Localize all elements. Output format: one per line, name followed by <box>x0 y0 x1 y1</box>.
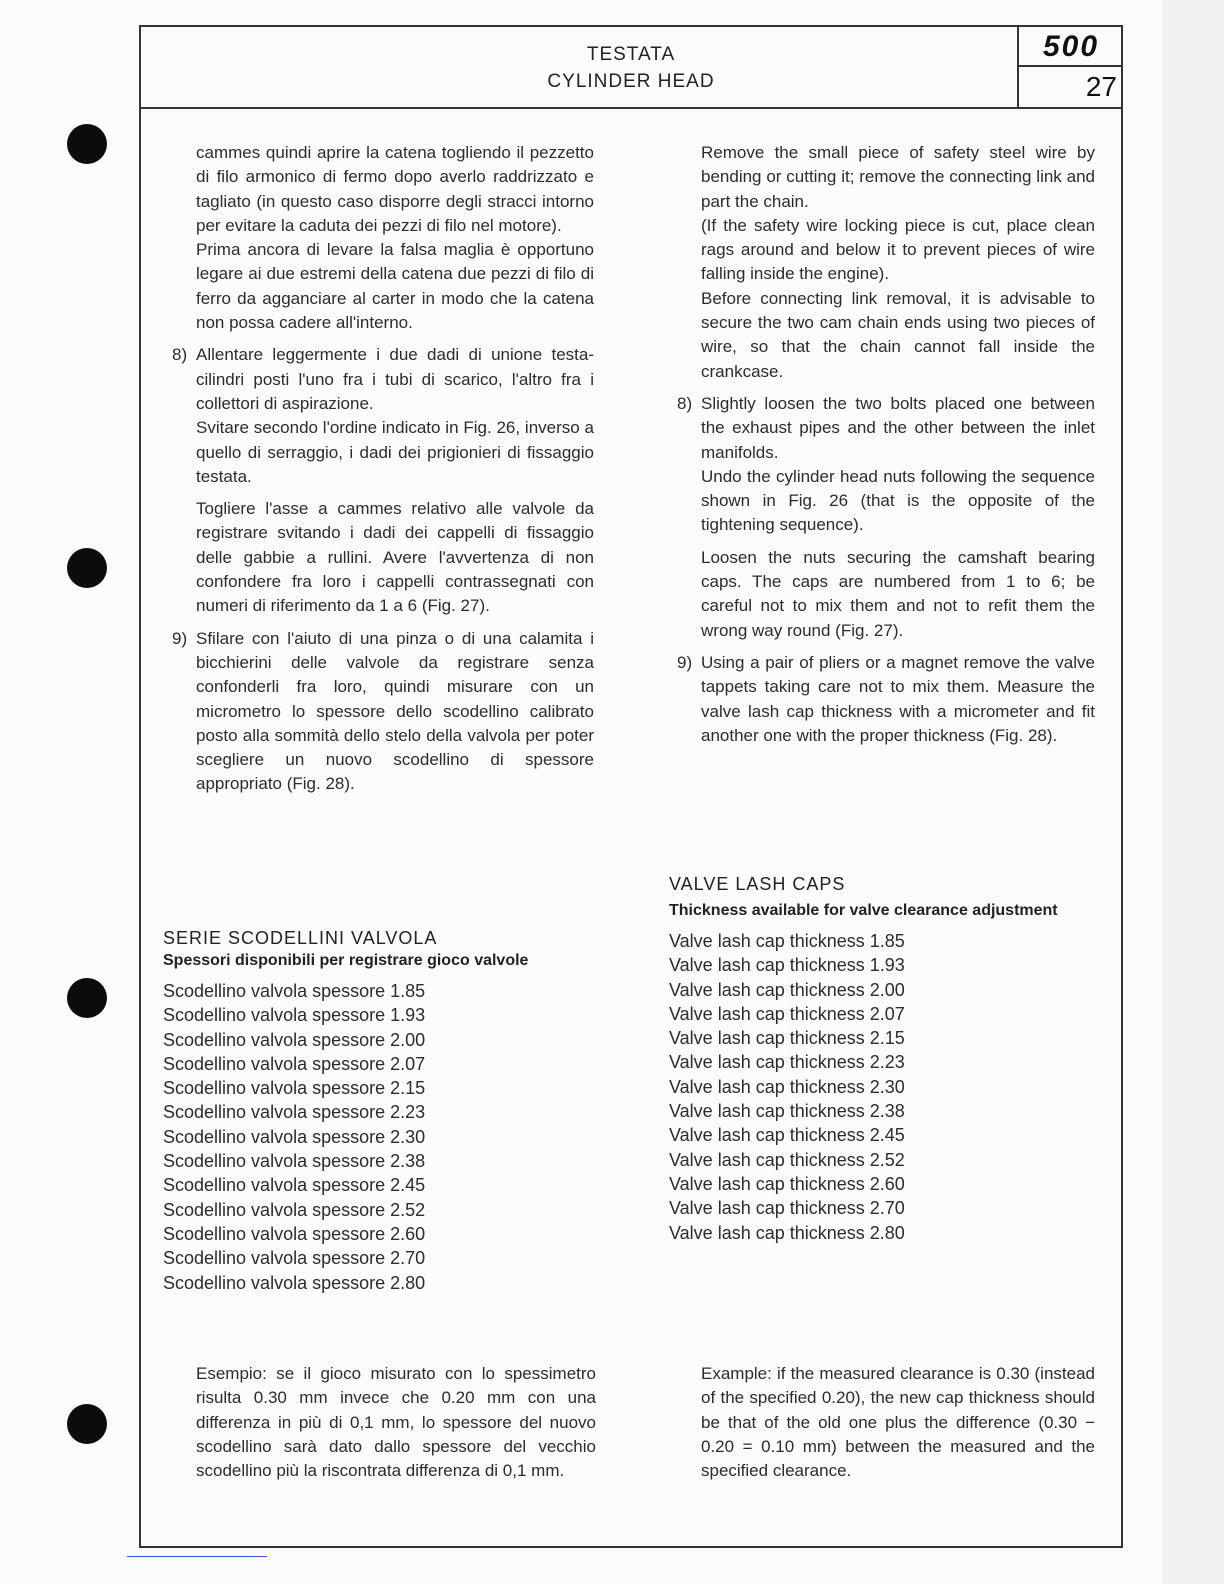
paragraph: Allentare leggermente i due dadi di unione testa-cilindri posti l'uno fra i tubi di scarico, l'altro fra i collettori di aspirazione. <box>196 345 594 413</box>
list-item: Scodellino valvola spessore 2.07 <box>163 1053 426 1074</box>
section-title: SERIE SCODELLINI VALVOLA <box>163 928 438 948</box>
model-logo: 500 <box>1019 27 1123 67</box>
list-item: Valve lash cap thickness 2.38 <box>669 1101 905 1122</box>
english-example <box>701 1362 1095 1491</box>
binder-hole <box>67 978 107 1018</box>
paragraph: Loosen the nuts securing the camshaft bearing caps. The caps are numbered from 1 to 6; be careful not to mix them and not to refit them the wrong way round (Fig. 27). <box>701 547 1095 640</box>
list-item: Valve lash cap thickness 2.70 <box>669 1198 905 1219</box>
intro-block <box>677 141 1095 384</box>
list-item: Valve lash cap thickness 2.15 <box>669 1028 905 1049</box>
caps-list <box>669 929 1101 1245</box>
step-number: 9) <box>172 628 188 648</box>
list-item: Valve lash cap thickness 2.23 <box>669 1052 905 1073</box>
italian-caps-section <box>163 928 603 1295</box>
title-english: CYLINDER HEAD <box>547 71 715 92</box>
list-item: Valve lash cap thickness 2.60 <box>669 1173 905 1194</box>
list-item: Valve lash cap thickness 2.80 <box>669 1222 905 1243</box>
step-9 <box>172 627 594 797</box>
list-item: Valve lash cap thickness 2.07 <box>669 1003 905 1024</box>
section-subtitle: Spessori disponibili per registrare gioco valvole <box>163 952 529 969</box>
paragraph: Before connecting link removal, it is advisable to secure the two cam chain ends using two pieces of wire, so that the chain cannot fall inside the crankcase. <box>701 288 1095 381</box>
step-number: 8) <box>677 393 693 413</box>
list-item: Scodellino valvola spessore 2.70 <box>163 1248 426 1269</box>
paragraph: Undo the cylinder head nuts following the sequence shown in Fig. 26 (that is the opposite of the tightening sequence). <box>701 466 1095 535</box>
header-titles <box>141 41 1121 95</box>
paragraph: Using a pair of pliers or a magnet remove the valve tappets taking care not to mix them. Measure the valve lash cap thickness with a micrometer and fit another one with the proper thickness (Fig. 28). <box>701 652 1095 745</box>
list-item: Valve lash cap thickness 1.93 <box>669 955 905 976</box>
italian-example <box>196 1362 596 1491</box>
list-item: Valve lash cap thickness 2.00 <box>669 979 905 1000</box>
paragraph: Slightly loosen the two bolts placed one between the exhaust pipes and the other between the inlet manifolds. <box>701 393 1095 462</box>
paragraph: Remove the small piece of safety steel wire by bending or cutting it; remove the connecting link and part the chain. <box>701 143 1095 211</box>
list-item: Valve lash cap thickness 2.52 <box>669 1149 905 1170</box>
english-caps-section <box>669 874 1101 1245</box>
list-item: Scodellino valvola spessore 2.52 <box>163 1199 426 1220</box>
step-8 <box>677 392 1095 643</box>
section-subtitle: Thickness available for valve clearance adjustment <box>669 902 1058 919</box>
header-model-box <box>1017 27 1123 107</box>
list-item: Scodellino valvola spessore 2.38 <box>163 1151 426 1172</box>
page-number: 27 <box>1085 71 1117 102</box>
list-item: Scodellino valvola spessore 1.93 <box>163 1005 426 1026</box>
step-number: 8) <box>172 345 188 365</box>
list-item: Valve lash cap thickness 2.30 <box>669 1076 905 1097</box>
list-item: Scodellino valvola spessore 1.85 <box>163 981 426 1001</box>
list-item: Scodellino valvola spessore 2.30 <box>163 1126 426 1147</box>
italian-column <box>172 141 594 805</box>
step-number: 9) <box>677 652 693 672</box>
binder-hole <box>67 124 107 164</box>
list-item: Scodellino valvola spessore 2.00 <box>163 1029 426 1050</box>
list-item: Valve lash cap thickness 1.85 <box>669 931 905 951</box>
list-item: Valve lash cap thickness 2.45 <box>669 1125 905 1146</box>
scan-artifact-line <box>127 1556 267 1557</box>
english-column <box>677 141 1095 756</box>
list-item: Scodellino valvola spessore 2.45 <box>163 1175 426 1196</box>
step-8 <box>172 343 594 618</box>
list-item: Scodellino valvola spessore 2.80 <box>163 1272 426 1293</box>
caps-list <box>163 979 603 1295</box>
paragraph: Svitare secondo l'ordine indicato in Fig. 26, inverso a quello di serraggio, i dadi dei prigionieri di fissaggio testata. <box>196 418 594 486</box>
step-9 <box>677 651 1095 748</box>
paragraph: Sfilare con l'aiuto di una pinza o di una calamita i bicchierini delle valvole da registrare senza confonderli fra loro, quindi misurare con un micrometro lo spessore dello scodellino calibrato posto alla sommità dello stelo della valvola per poter scegliere un nuovo scodellino di spessore appropriato (Fig. 28). <box>196 628 594 794</box>
section-title: VALVE LASH CAPS <box>669 874 846 894</box>
intro-block <box>172 141 594 335</box>
list-item: Scodellino valvola spessore 2.23 <box>163 1102 426 1123</box>
binder-hole <box>67 1404 107 1444</box>
example-paragraph: Esempio: se il gioco misurato con lo spessimetro risulta 0.30 mm invece che 0.20 mm con una differenza in più di 0,1 mm, lo spessore del nuovo scodellino sarà dato dallo spessore del vecchio scodellino più la riscontrata differenza di 0,1 mm. <box>196 1364 596 1481</box>
title-italian: TESTATA <box>586 44 676 65</box>
page-header <box>141 27 1121 109</box>
list-item: Scodellino valvola spessore 2.15 <box>163 1078 426 1099</box>
paragraph: Togliere l'asse a cammes relativo alle valvole da registrare svitando i dadi dei cappelli di fissaggio delle gabbie a rullini. Avere l'avvertenza di non confondere fra loro i cappelli contrassegnati con numeri di riferimento da 1 a 6 (Fig. 27). <box>196 499 594 616</box>
list-item: Scodellino valvola spessore 2.60 <box>163 1223 426 1244</box>
binder-hole <box>67 548 107 588</box>
example-paragraph: Example: if the measured clearance is 0.30 (instead of the specified 0.20), the new cap thickness should be that of the old one plus the difference (0.30 − 0.20 = 0.10 mm) between the measured and the specified clearance. <box>701 1364 1095 1481</box>
paragraph: Prima ancora di levare la falsa maglia è opportuno legare ai due estremi della catena due pezzi di filo di ferro da agganciare al carter in modo che la catena non possa cadere all'interno. <box>196 240 594 333</box>
paragraph: (If the safety wire locking piece is cut, place clean rags around and below it to prevent pieces of wire falling inside the engine). <box>701 215 1095 284</box>
paragraph: cammes quindi aprire la catena togliendo il pezzetto di filo armonico di fermo dopo averlo raddrizzato e tagliato (in questo caso disporre degli stracci intorno per evitare la caduta dei pezzi di filo nel motore). <box>196 143 594 235</box>
